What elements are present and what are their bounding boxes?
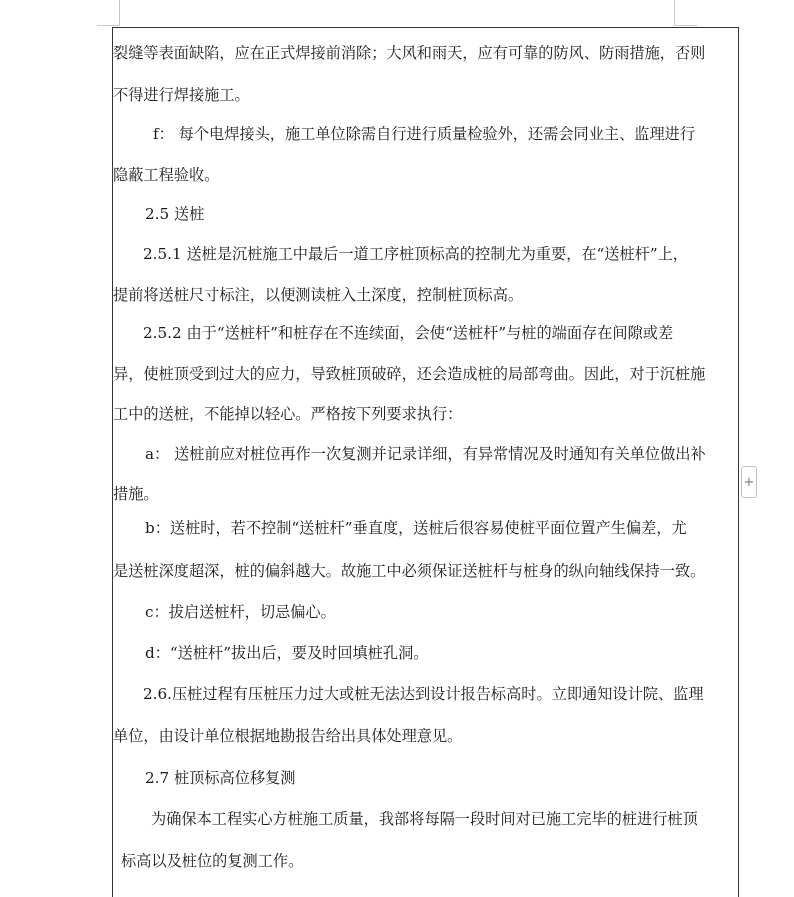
plus-icon: + [743, 474, 755, 490]
expand-toggle-button[interactable] [741, 466, 757, 498]
paragraph-line: 为确保本工程实心方桩施工质量，我部将每隔一段时间对已施工完毕的桩进行桩顶 [151, 810, 698, 828]
paragraph-line: b：送桩时，若不控制“送桩杆”垂直度，送桩后很容易使桩平面位置产生偏差，尤 [145, 519, 687, 537]
paragraph-line: 工中的送桩，不能掉以轻心。严格按下列要求执行： [113, 405, 463, 423]
paragraph-line: d：“送桩杆”拔出后，要及时回填桩孔洞。 [145, 644, 429, 662]
margin-corner-mark [674, 0, 675, 26]
paragraph-line: 单位，由设计单位根据地勘报告给出具体处理意见。 [113, 727, 463, 745]
paragraph-line: a： 送桩前应对桩位再作一次复测并记录详细，有异常情况及时通知有关单位做出补 [145, 445, 706, 463]
paragraph-line: f： 每个电焊接头，施工单位除需自行进行质量检验外，还需会同业主、监理进行 [153, 125, 696, 143]
paragraph-line: 隐蔽工程验收。 [113, 166, 220, 184]
paragraph-line: 2.6.压桩过程有压桩压力过大或桩无法达到设计报告标高时。立即通知设计院、监理 [143, 685, 704, 703]
paragraph-line: 异，使桩顶受到过大的应力，导致桩顶破碎，还会造成桩的局部弯曲。因此，对于沉桩施 [113, 365, 706, 383]
paragraph-line: 2.5.1 送桩是沉桩施工中最后一道工序桩顶标高的控制尤为重要，在“送桩杆”上， [143, 245, 688, 263]
document-table-cell [112, 27, 739, 897]
paragraph-line: 是送桩深度超深，桩的偏斜越大。故施工中必须保证送桩杆与桩身的纵向轴线保持一致。 [113, 562, 706, 580]
section-heading: 2.7 桩顶标高位移复测 [145, 769, 296, 787]
margin-corner-mark [97, 25, 119, 26]
paragraph-line: 提前将送桩尺寸标注，以便测读桩入土深度，控制桩顶标高。 [113, 286, 524, 304]
paragraph-line: 2.5.2 由于“送桩杆”和桩存在不连续面，会使“送桩杆”与桩的端面存在间隙或差 [143, 324, 674, 342]
section-heading: 2.5 送桩 [145, 205, 205, 223]
paragraph-line: 裂缝等表面缺陷，应在正式焊接前消除；大风和雨天，应有可靠的防风、防雨措施，否则 [113, 44, 706, 62]
margin-corner-mark [119, 0, 120, 26]
paragraph-line: 不得进行焊接施工。 [113, 86, 250, 104]
paragraph-line: 标高以及桩位的复测工作。 [121, 852, 304, 870]
paragraph-line: c：拔启送桩杆，切忌偏心。 [145, 603, 336, 621]
margin-corner-mark [675, 25, 697, 26]
paragraph-line: 措施。 [113, 485, 159, 503]
